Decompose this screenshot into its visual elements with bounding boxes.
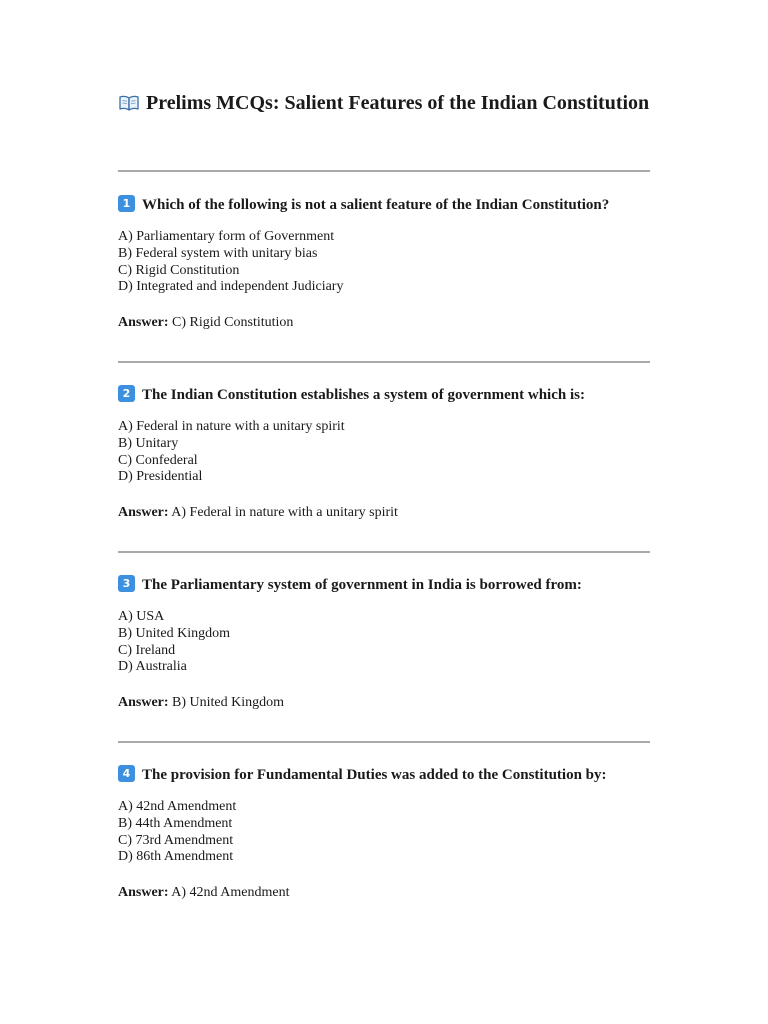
- options-list: [118, 229, 678, 296]
- answer-label: Answer:: [118, 315, 169, 331]
- number-3-badge-icon: 3: [118, 575, 135, 592]
- option-b: B) Federal system with unitary bias: [118, 245, 318, 261]
- page-title: [118, 90, 658, 119]
- question-block-2: [118, 384, 678, 521]
- option-d: D) Australia: [118, 659, 187, 675]
- options-list: [118, 609, 678, 676]
- option-a: A) USA: [118, 609, 165, 624]
- answer-text: A) 42nd Amendment: [171, 885, 290, 901]
- option-a: A) Parliamentary form of Government: [118, 229, 335, 244]
- question-heading: [118, 384, 678, 406]
- answer-text: C) Rigid Constitution: [172, 315, 294, 331]
- option-b: B) United Kingdom: [118, 625, 230, 641]
- section-divider: [118, 170, 650, 172]
- option-a: A) 42nd Amendment: [118, 799, 237, 814]
- option-d: D) Integrated and independent Judiciary: [118, 279, 344, 295]
- option-b: B) 44th Amendment: [118, 815, 233, 831]
- option-c: C) Ireland: [118, 642, 176, 658]
- question-block-4: [118, 764, 678, 901]
- section-divider: [118, 361, 650, 363]
- question-heading: [118, 194, 678, 216]
- option-d: D) 86th Amendment: [118, 849, 234, 865]
- question-text: Which of the following is not a salient feature of the Indian Constitution?: [142, 197, 610, 213]
- question-text: The Indian Constitution establishes a system of government which is:: [142, 387, 585, 403]
- option-c: C) 73rd Amendment: [118, 832, 234, 848]
- question-block-1: [118, 194, 678, 331]
- answer-label: Answer:: [118, 695, 169, 711]
- options-list: [118, 419, 678, 486]
- answer-label: Answer:: [118, 505, 169, 521]
- question-text: The Parliamentary system of government in India is borrowed from:: [142, 577, 582, 593]
- question-heading: [118, 764, 678, 786]
- option-d: D) Presidential: [118, 469, 203, 485]
- question-block-3: [118, 574, 678, 711]
- answer-text: A) Federal in nature with a unitary spirit: [171, 505, 398, 521]
- options-list: [118, 799, 678, 866]
- section-divider: [118, 741, 650, 743]
- number-4-badge-icon: 4: [118, 765, 135, 782]
- title-text: Prelims MCQs: Salient Features of the Indian Constitution: [146, 92, 650, 114]
- section-divider: [118, 551, 650, 553]
- option-a: A) Federal in nature with a unitary spirit: [118, 419, 345, 434]
- number-2-badge-icon: 2: [118, 385, 135, 402]
- number-1-badge-icon: 1: [118, 195, 135, 212]
- answer-line: [118, 504, 678, 521]
- answer-text: B) United Kingdom: [172, 695, 285, 711]
- question-heading: [118, 574, 678, 596]
- open-book-icon: [118, 93, 140, 119]
- answer-line: [118, 884, 678, 901]
- answer-line: [118, 694, 678, 711]
- option-b: B) Unitary: [118, 435, 179, 451]
- option-c: C) Rigid Constitution: [118, 262, 240, 278]
- question-text: The provision for Fundamental Duties was added to the Constitution by:: [142, 767, 607, 783]
- option-c: C) Confederal: [118, 452, 198, 468]
- answer-line: [118, 314, 678, 331]
- answer-label: Answer:: [118, 885, 169, 901]
